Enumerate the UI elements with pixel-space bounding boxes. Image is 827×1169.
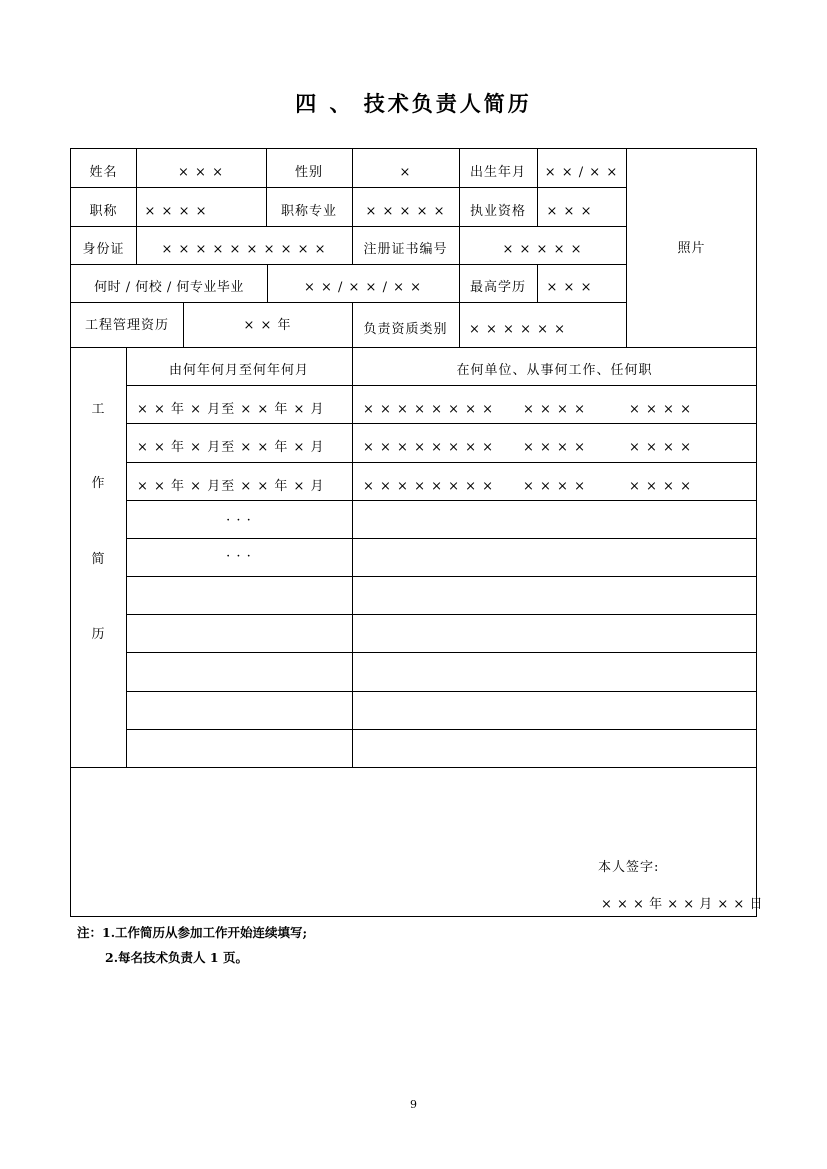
title-label: 职称 [89,204,118,219]
qualification-type-value: × × × × × × [469,322,567,337]
work-row-1-period: × × 年 × 月至 × × 年 × 月 [137,402,325,417]
title-value: × × × × [144,204,208,219]
note-line-1: 注：1.工作简历从参加工作开始连续填写; [77,925,308,940]
work-row-4-period: · · · [226,513,252,528]
major-label: 职称专业 [280,204,337,219]
work-row-3-period: × × 年 × 月至 × × 年 × 月 [137,479,325,494]
qualification-value: × × × [546,204,593,219]
signature-date: × × × 年 × × 月 × × 日 [601,897,763,912]
major-value: × × × × × [365,204,446,219]
work-row-3-unit: × × × × × × × × [363,479,495,494]
qualification-label: 执业资格 [469,204,526,219]
page-title: 四 、 技术负责人简历 [295,92,532,116]
name-value: × × × [178,165,224,180]
work-row-1-unit: × × × × × × × × [363,402,495,417]
work-row-1-work: × × × × [523,402,586,417]
experience-value: × × 年 [243,318,292,333]
birth-label: 出生年月 [469,165,526,180]
id-value: × × × × × × × × × × [161,242,327,257]
cert-value: × × × × × [502,242,583,257]
position-column-header: 在何单位、从事何工作、任何职 [456,363,653,378]
gender-label: 性别 [294,165,323,180]
education-value: × × × [546,280,593,295]
cert-label: 注册证书编号 [363,242,448,257]
education-label: 最高学历 [469,280,526,295]
work-row-3-work: × × × × [523,479,586,494]
page-number: 9 [410,1098,417,1111]
work-history-char-2: 作 [91,476,106,491]
name-label: 姓名 [89,165,118,180]
gender-value: × [399,165,412,180]
note-line-2: 2.每名技术负责人 1 页。 [105,950,248,965]
signature-label: 本人签字: [598,860,660,875]
id-label: 身份证 [82,242,125,257]
birth-value: × × / × × [544,165,619,180]
work-history-char-3: 简 [91,552,106,567]
graduation-label: 何时 / 何校 / 何专业毕业 [94,280,244,295]
work-row-2-period: × × 年 × 月至 × × 年 × 月 [137,440,325,455]
work-row-5-period: · · · [226,549,252,564]
work-history-char-1: 工 [91,402,106,417]
resume-table [70,148,763,917]
graduation-value: × × / × × / × × [303,280,423,295]
work-row-2-work: × × × × [523,440,586,455]
experience-label: 工程管理资历 [84,318,169,333]
work-row-1-post: × × × × [629,402,692,417]
qualification-type-label: 负责资质类别 [363,322,448,337]
work-row-2-unit: × × × × × × × × [363,440,495,455]
work-history-char-4: 历 [91,627,106,642]
period-column-header: 由何年何月至何年何月 [168,363,309,378]
work-row-3-post: × × × × [629,479,692,494]
work-row-2-post: × × × × [629,440,692,455]
photo-placeholder: 照片 [677,241,706,256]
